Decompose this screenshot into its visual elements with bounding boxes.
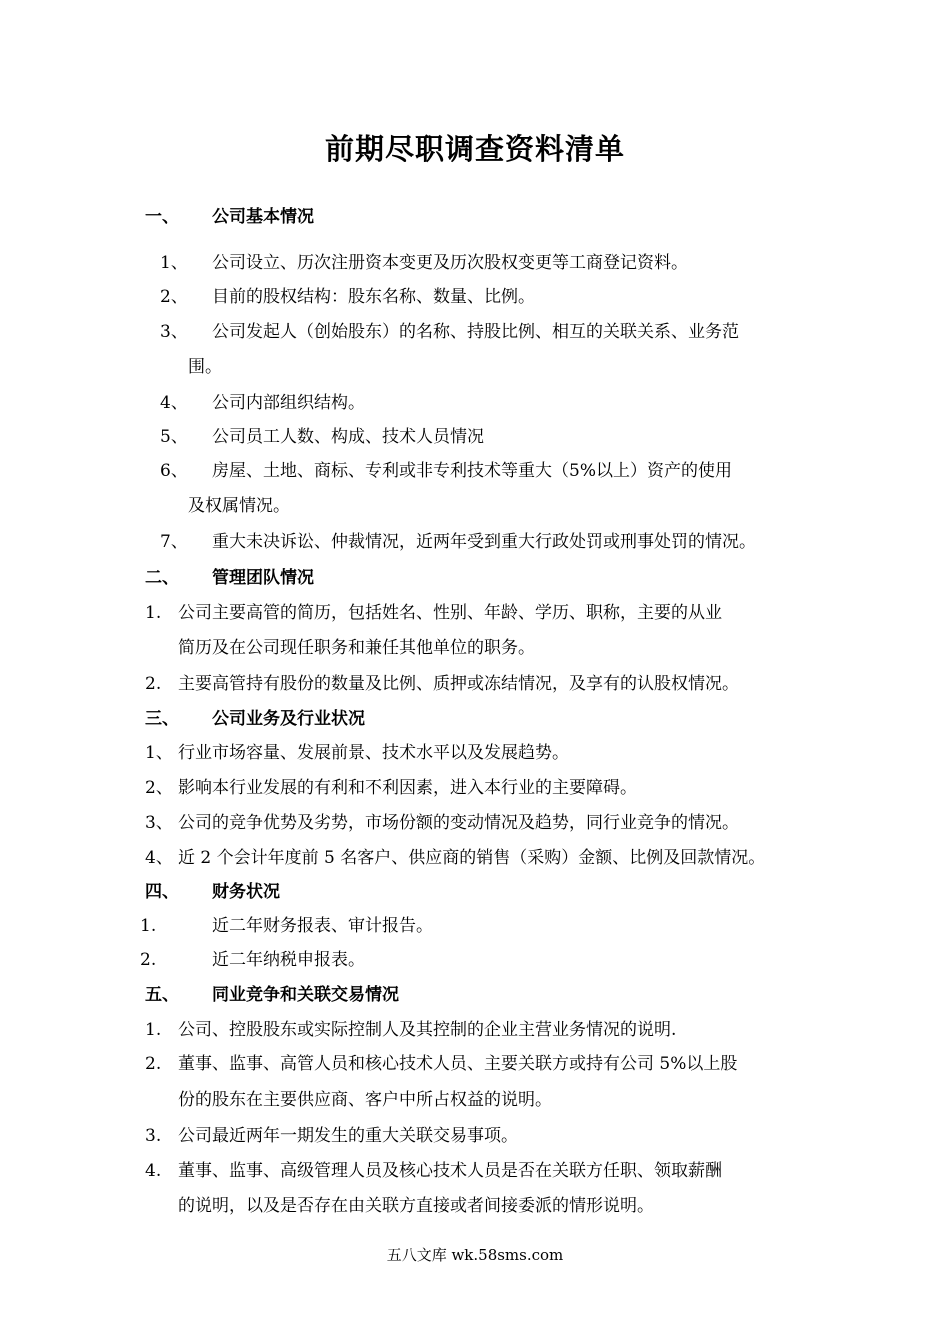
item-number: 3、 (145, 813, 173, 833)
item-text: 公司主要高管的简历，包括姓名、性别、年龄、学历、职称，主要的从业 (178, 603, 722, 623)
item-number: 4、 (160, 393, 188, 413)
item-text: 董事、监事、高管人员和核心技术人员、主要关联方或持有公司 5%以上股 (178, 1054, 738, 1074)
item-number: 5、 (160, 427, 188, 447)
item-text: 目前的股权结构：股东名称、数量、比例。 (212, 287, 535, 307)
item-text: 房屋、土地、商标、专利或非专利技术等重大（5%以上）资产的使用 (212, 461, 732, 481)
section-5-heading: 同业竞争和关联交易情况 (212, 985, 399, 1005)
section-2-number: 二、 (145, 568, 179, 588)
item-text-continued: 及权属情况。 (188, 496, 290, 516)
item-text: 近二年纳税申报表。 (212, 950, 365, 970)
item-number: 1、 (145, 743, 173, 763)
item-text-continued: 简历及在公司现任职务和兼任其他单位的职务。 (178, 638, 535, 658)
page-footer: 五八文库 wk.58sms.com (386, 1246, 564, 1264)
section-4-number: 四、 (145, 882, 179, 902)
item-text-continued: 围。 (188, 357, 222, 377)
section-4-heading: 财务状况 (212, 882, 280, 902)
item-text: 公司的竞争优势及劣势，市场份额的变动情况及趋势，同行业竞争的情况。 (178, 813, 739, 833)
item-text: 近二年财务报表、审计报告。 (212, 916, 433, 936)
section-3-number: 三、 (145, 709, 179, 729)
item-number: 2. (140, 950, 157, 970)
item-text: 影响本行业发展的有利和不利因素，进入本行业的主要障碍。 (178, 778, 637, 798)
item-text: 行业市场容量、发展前景、技术水平以及发展趋势。 (178, 743, 569, 763)
item-text: 重大未决诉讼、仲裁情况，近两年受到重大行政处罚或刑事处罚的情况。 (212, 532, 756, 552)
item-text-continued: 的说明，以及是否存在由关联方直接或者间接委派的情形说明。 (178, 1196, 654, 1216)
item-number: 3. (145, 1126, 162, 1146)
item-number: 1. (145, 603, 162, 623)
item-text: 公司设立、历次注册资本变更及历次股权变更等工商登记资料。 (212, 253, 688, 273)
item-number: 2. (145, 674, 162, 694)
item-text: 董事、监事、高级管理人员及核心技术人员是否在关联方任职、领取薪酬 (178, 1161, 722, 1181)
item-text: 近 2 个会计年度前 5 名客户、供应商的销售（采购）金额、比例及回款情况。 (178, 848, 766, 868)
item-text: 公司员工人数、构成、技术人员情况 (212, 427, 484, 447)
item-number: 1、 (160, 253, 188, 273)
item-number: 1. (145, 1020, 162, 1040)
item-number: 3、 (160, 322, 188, 342)
item-number: 4. (145, 1161, 162, 1181)
item-number: 2. (145, 1054, 162, 1074)
item-text: 公司发起人（创始股东）的名称、持股比例、相互的关联关系、业务范 (212, 322, 739, 342)
item-text: 主要高管持有股份的数量及比例、质押或冻结情况，及享有的认股权情况。 (178, 674, 739, 694)
item-text-continued: 份的股东在主要供应商、客户中所占权益的说明。 (178, 1090, 552, 1110)
item-number: 7、 (160, 532, 188, 552)
item-number: 4、 (145, 848, 173, 868)
item-number: 1. (140, 916, 157, 936)
page-title: 前期尽职调查资料清单 (324, 132, 625, 166)
section-1-number: 一、 (145, 207, 179, 227)
item-number: 2、 (145, 778, 173, 798)
item-text: 公司最近两年一期发生的重大关联交易事项。 (178, 1126, 518, 1146)
item-number: 6、 (160, 461, 188, 481)
section-2-heading: 管理团队情况 (212, 568, 314, 588)
item-number: 2、 (160, 287, 188, 307)
section-1-heading: 公司基本情况 (212, 207, 314, 227)
item-text: 公司内部组织结构。 (212, 393, 365, 413)
item-text: 公司、控股股东或实际控制人及其控制的企业主营业务情况的说明. (178, 1020, 677, 1040)
section-3-heading: 公司业务及行业状况 (212, 709, 365, 729)
section-5-number: 五、 (145, 985, 179, 1005)
